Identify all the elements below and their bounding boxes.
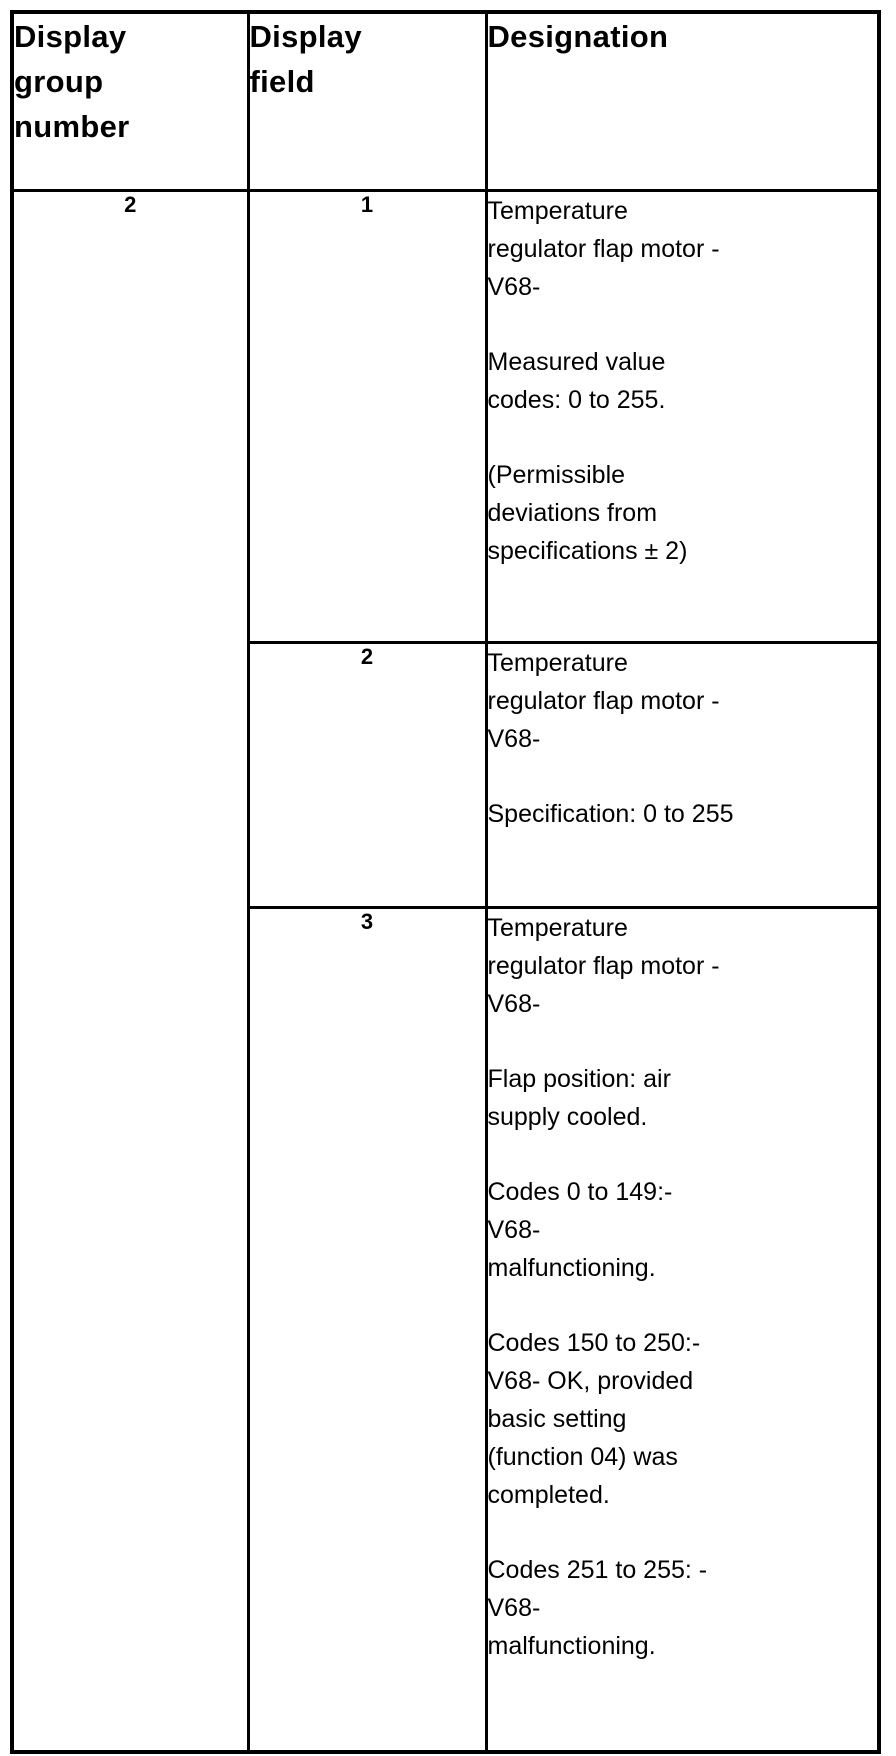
header-designation: [486, 12, 879, 190]
text-line: Temperature: [487, 648, 628, 677]
designation-paragraph: [488, 644, 878, 758]
designation-paragraph: [488, 795, 878, 833]
designation-paragraph: [488, 1324, 878, 1514]
display-group-number-cell: 2: [12, 190, 248, 1752]
table-header-row: [12, 12, 879, 190]
text-line: Codes 0 to 149:-: [487, 1177, 673, 1206]
designation-cell: [486, 190, 879, 642]
header-display-group-number: [12, 12, 248, 190]
designation-cell: [486, 642, 879, 907]
designation-paragraph: [488, 1060, 878, 1136]
text-line: specifications ± 2): [487, 536, 688, 565]
text-line: Codes 251 to 255: -: [487, 1555, 708, 1584]
text-line: Codes 150 to 250:-: [487, 1328, 701, 1357]
text-line: V68- OK, provided: [487, 1366, 694, 1395]
header-line: group: [14, 64, 104, 99]
designation-paragraph: [488, 343, 878, 419]
designation-paragraph: [488, 1551, 878, 1665]
header-line: Designation: [487, 19, 669, 54]
text-line: regulator flap motor -: [487, 951, 720, 980]
text-line: Temperature: [487, 913, 628, 942]
header-line: Display: [249, 19, 362, 54]
designation-paragraph: [488, 1173, 878, 1287]
text-line: V68-: [487, 989, 541, 1018]
header-line: Display: [14, 19, 127, 54]
text-line: V68-: [487, 272, 541, 301]
header-line: number: [14, 109, 130, 144]
text-line: regulator flap motor -: [487, 234, 720, 263]
designation-paragraph: [488, 456, 878, 570]
display-field-cell: 2: [248, 642, 486, 907]
text-line: malfunctioning.: [487, 1631, 656, 1660]
display-field-cell: 3: [248, 907, 486, 1752]
text-line: codes: 0 to 255.: [487, 385, 666, 414]
text-line: basic setting: [487, 1404, 627, 1433]
display-group-table: [10, 10, 881, 1754]
text-line: completed.: [487, 1480, 610, 1509]
display-field-cell: 1: [248, 190, 486, 642]
text-line: V68-: [487, 724, 541, 753]
text-line: Temperature: [487, 196, 628, 225]
designation-cell: [486, 907, 879, 1752]
text-line: Specification: 0 to 255: [487, 799, 734, 828]
designation-paragraph: [488, 192, 878, 306]
text-line: V68-: [487, 1593, 541, 1622]
text-line: deviations from: [487, 498, 658, 527]
designation-paragraph: [488, 909, 878, 1023]
text-line: Measured value: [487, 347, 666, 376]
text-line: (Permissible: [487, 460, 626, 489]
text-line: supply cooled.: [487, 1102, 648, 1131]
header-line: field: [249, 64, 315, 99]
table-row: [12, 190, 879, 642]
text-line: Flap position: air: [487, 1064, 671, 1093]
text-line: V68-: [487, 1215, 541, 1244]
text-line: (function 04) was: [487, 1442, 678, 1471]
header-display-field: [248, 12, 486, 190]
text-line: malfunctioning.: [487, 1253, 656, 1282]
text-line: regulator flap motor -: [487, 686, 720, 715]
